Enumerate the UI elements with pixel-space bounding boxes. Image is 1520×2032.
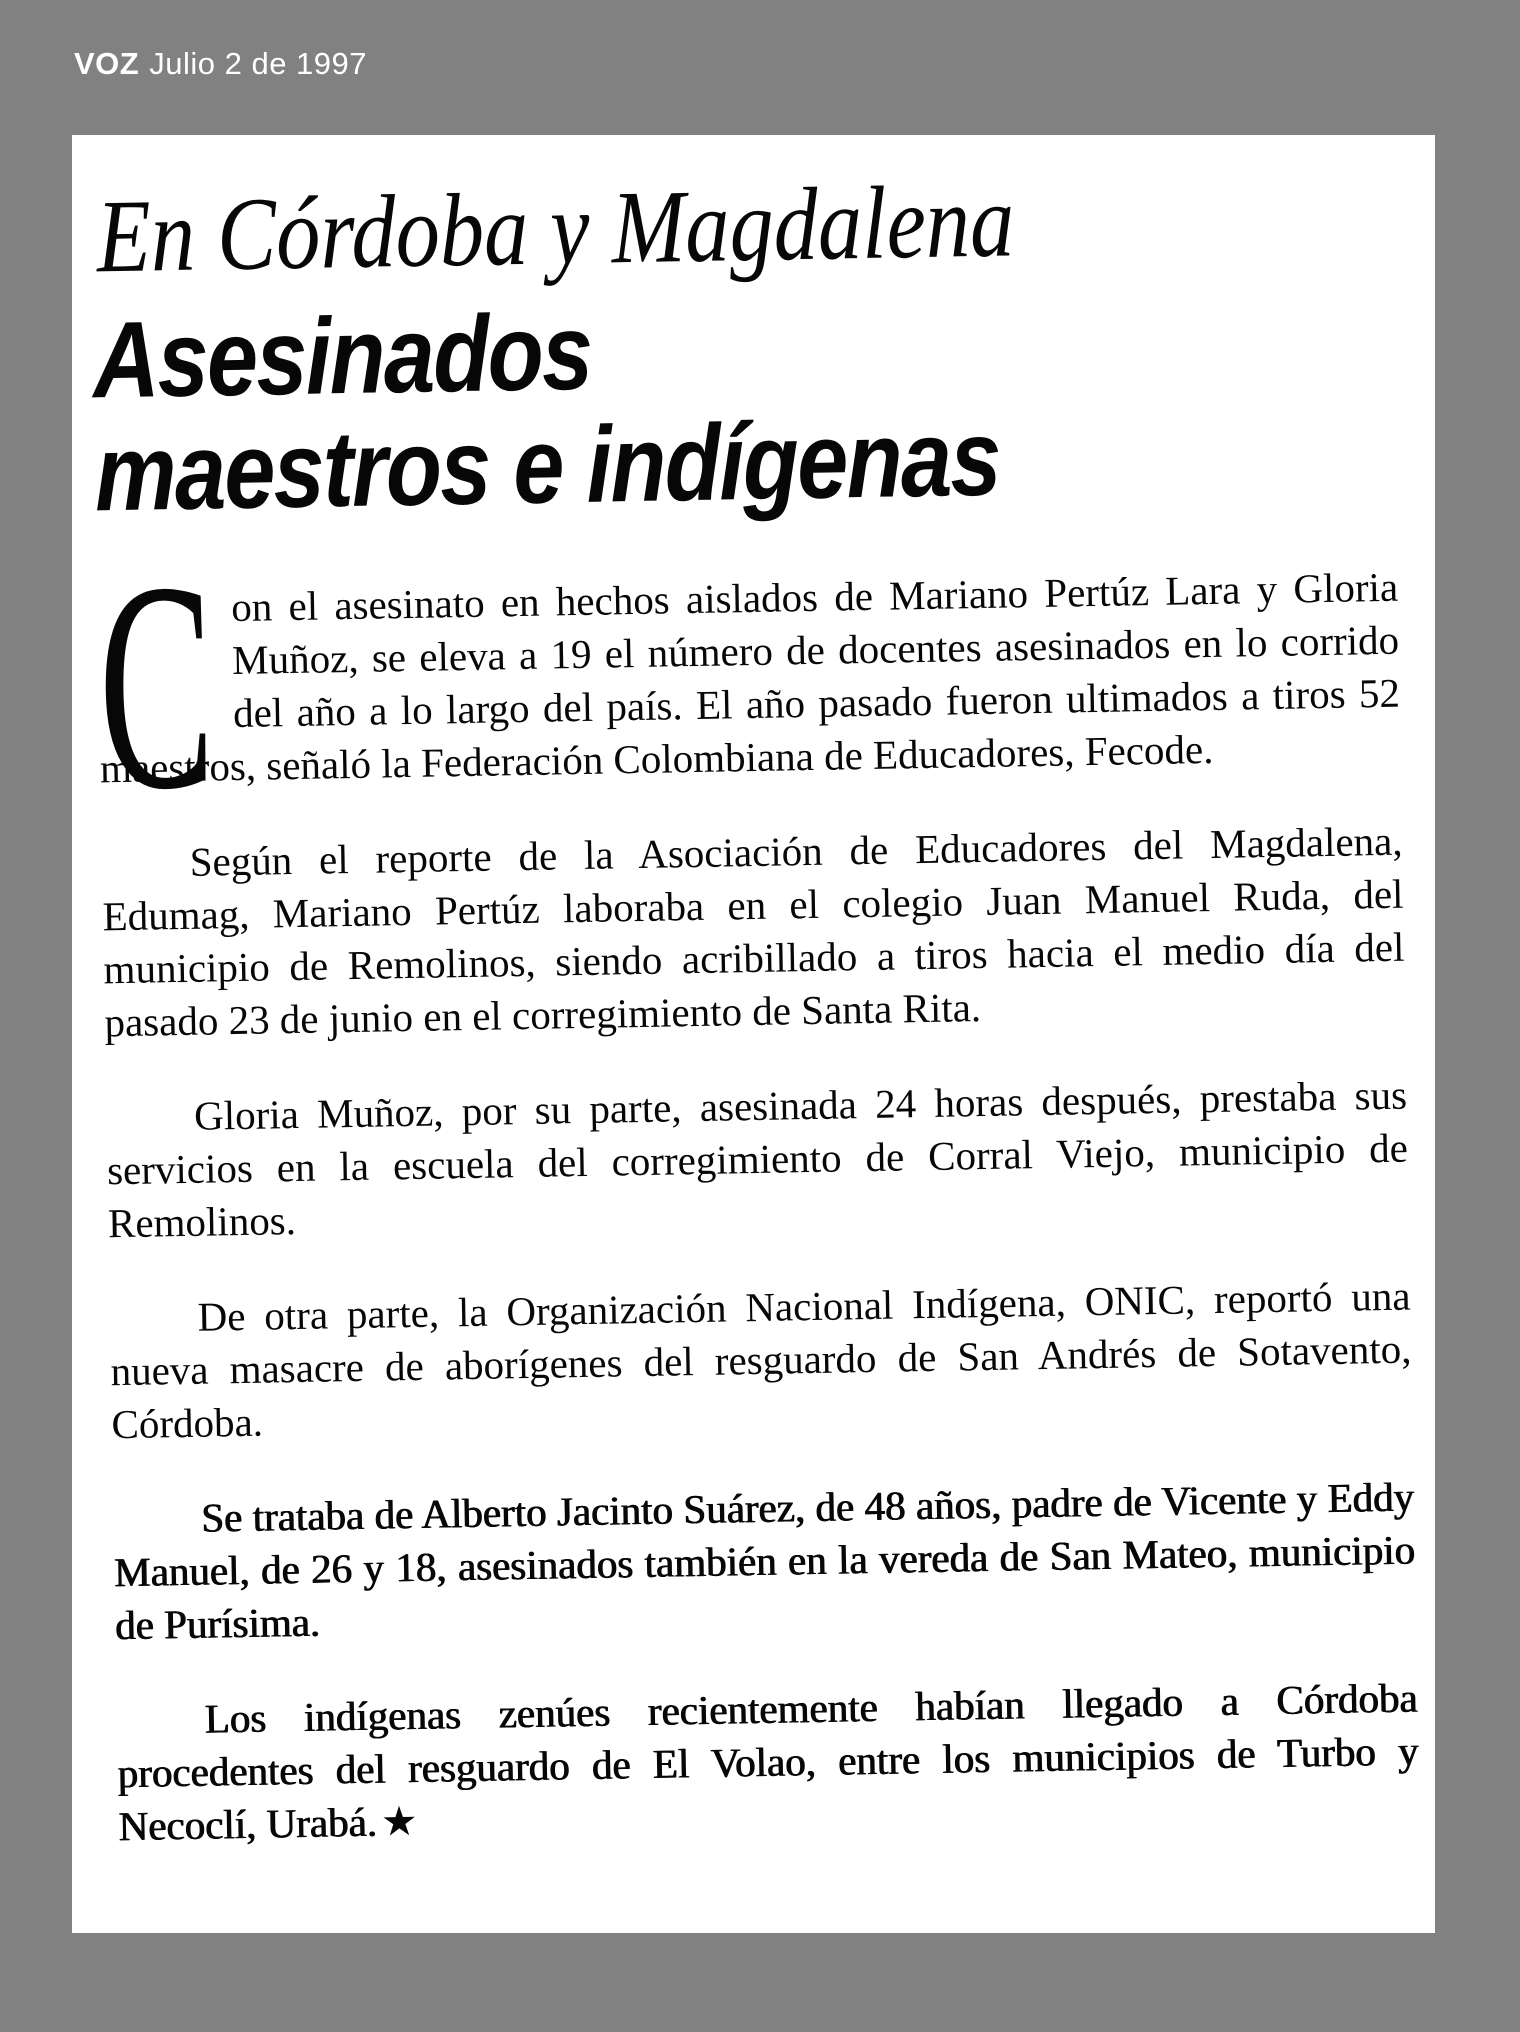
masthead-date: Julio 2 de 1997: [149, 46, 368, 81]
masthead-brand: VOZ: [74, 46, 140, 81]
article-headline: [91, 282, 1397, 534]
kicker-row: [90, 158, 1393, 295]
article-body: [95, 520, 1420, 1854]
headline-line-2: maestros e indígenas: [93, 396, 1001, 534]
paragraph-text: Según el reporte de la Asociación de Educadores del Magdalena, Edumag, Mariano Pertúz laboraba en el colegio Juan Manuel Ruda, del municipio de Remolinos, siendo acribillado a tiros hacia el medio día del pasado 23 de junio en el corregimiento de Santa Rita.: [102, 817, 1405, 1046]
paragraph-text: on el asesinato en hechos aislados de Mariano Pertúz Lara y Gloria Muñoz, se eleva a 19 el número de docentes asesinados en lo corrido del año a lo largo del país. El año pasado fueron ultimados a tiros 52 maestros, señaló la Federación Colombiana de Educadores, Fecode.: [99, 563, 1401, 792]
end-star-icon: ★: [380, 1798, 419, 1845]
headline-line-1: Asesinados: [91, 291, 593, 421]
article: [72, 135, 1435, 1854]
article-paragraph: [95, 520, 1402, 853]
article-paragraph: [101, 815, 1406, 1050]
paragraph-text: Los indígenas zenúes recientemente habían llegado a Córdoba procedentes del resguardo de El Volao, entre los municipios de Turbo y Necoclí, Urabá.: [117, 1674, 1419, 1850]
masthead: [74, 46, 367, 82]
paragraph-text: Se trataba de Alberto Jacinto Suárez, de 48 años, padre de Vicente y Eddy Manuel, de 26 y 18, asesinados también en la vereda de San Mateo, municipio de Purísima.: [113, 1473, 1416, 1649]
article-paragraph: [113, 1471, 1417, 1653]
paragraph-text: Gloria Muñoz, por su parte, asesinada 24 horas después, prestaba sus servicios en la escuela del corregimiento de Corral Viejo, municipio de Remolinos.: [106, 1071, 1409, 1247]
article-paragraph: [109, 1270, 1413, 1452]
article-paragraph: [116, 1672, 1420, 1854]
article-kicker: En Córdoba y Magdalena: [95, 163, 1016, 295]
article-paper: [72, 135, 1435, 1933]
article-paragraph: [106, 1069, 1410, 1251]
drop-cap: C: [95, 520, 217, 853]
paragraph-text: De otra parte, la Organización Nacional Indígena, ONIC, reportó una nueva masacre de aborígenes del resguardo de San Andrés de Sotavento, Córdoba.: [110, 1272, 1412, 1448]
